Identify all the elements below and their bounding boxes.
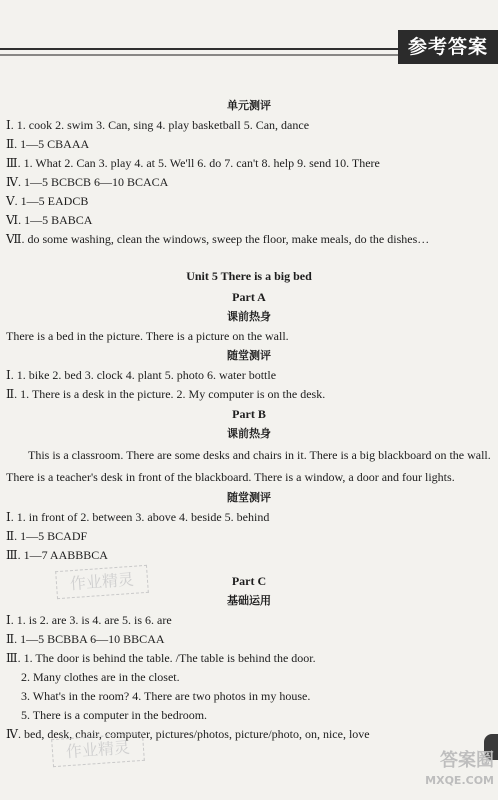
- answer-line: Ⅳ. 1—5 BCBCB 6—10 BCACA: [6, 175, 169, 189]
- part-title: Part B: [232, 407, 266, 421]
- section-heading: 课前热身: [227, 427, 271, 440]
- header-rule-secondary: [0, 54, 400, 56]
- answer-line: Ⅰ. 1. is 2. are 3. is 4. are 5. is 6. are: [6, 613, 172, 627]
- section-heading: 基础运用: [227, 594, 271, 607]
- answer-line: Ⅳ. bed, desk, chair, computer, pictures/photos, picture/photo, on, nice, love: [6, 727, 370, 741]
- header-rule: [0, 48, 400, 50]
- answer-line: 3. What's in the room? 4. There are two photos in my house.: [21, 689, 311, 703]
- unit-title: Unit 5 There is a big bed: [186, 269, 312, 283]
- part-title: Part A: [232, 290, 266, 304]
- page-header: [0, 30, 498, 66]
- section-heading: 随堂测评: [227, 491, 271, 504]
- answer-paragraph: This is a classroom. There are some desks and chairs in it. There is a big blackboard on the wall. There is a teacher's desk in front of the blackboard. There is a window, a door and four lights.: [6, 448, 491, 484]
- corner-logo-main: 答案圈: [440, 750, 494, 771]
- answer-line: 2. Many clothes are in the closet.: [21, 670, 180, 684]
- answer-line: 5. There is a computer in the bedroom.: [21, 708, 208, 722]
- answer-line: Ⅵ. 1—5 BABCA: [6, 213, 93, 227]
- watermark: 作业精灵: [51, 733, 145, 767]
- header-title: 参考答案: [398, 30, 498, 64]
- answer-line: There is a bed in the picture. There is a picture on the wall.: [6, 329, 289, 343]
- answer-line: Ⅰ. 1. cook 2. swim 3. Can, sing 4. play basketball 5. Can, dance: [6, 118, 310, 132]
- answer-line: Ⅶ. do some washing, clean the windows, sweep the floor, make meals, do the dishes…: [6, 232, 430, 246]
- section-heading: 随堂测评: [227, 349, 271, 362]
- answer-line: Ⅱ. 1. There is a desk in the picture. 2. My computer is on the desk.: [6, 387, 326, 401]
- answer-line: Ⅴ. 1—5 EADCB: [6, 194, 89, 208]
- answer-line: Ⅱ. 1—5 BCBBA 6—10 BBCAA: [6, 632, 165, 646]
- answer-line: Ⅰ. 1. bike 2. bed 3. clock 4. plant 5. photo 6. water bottle: [6, 368, 277, 382]
- watermark: 作业精灵: [55, 565, 149, 599]
- corner-logo: [414, 748, 494, 794]
- corner-logo-sub: MXQE.COM: [425, 774, 494, 787]
- answer-line: Ⅰ. 1. in front of 2. between 3. above 4. beside 5. behind: [6, 510, 270, 524]
- answer-line: Ⅱ. 1—5 CBAAA: [6, 137, 90, 151]
- section-heading: 单元测评: [227, 99, 271, 112]
- answer-line: Ⅲ. 1. The door is behind the table. /The table is behind the door.: [6, 651, 316, 665]
- answer-line: Ⅲ. 1. What 2. Can 3. play 4. at 5. We'll 6. do 7. can't 8. help 9. send 10. There: [6, 156, 380, 170]
- answer-line: Ⅲ. 1—7 AABBBCA: [6, 548, 108, 562]
- answer-content: [6, 96, 492, 744]
- answer-line: Ⅱ. 1—5 BCADF: [6, 529, 88, 543]
- section-heading: 课前热身: [227, 310, 271, 323]
- part-title: Part C: [231, 574, 267, 588]
